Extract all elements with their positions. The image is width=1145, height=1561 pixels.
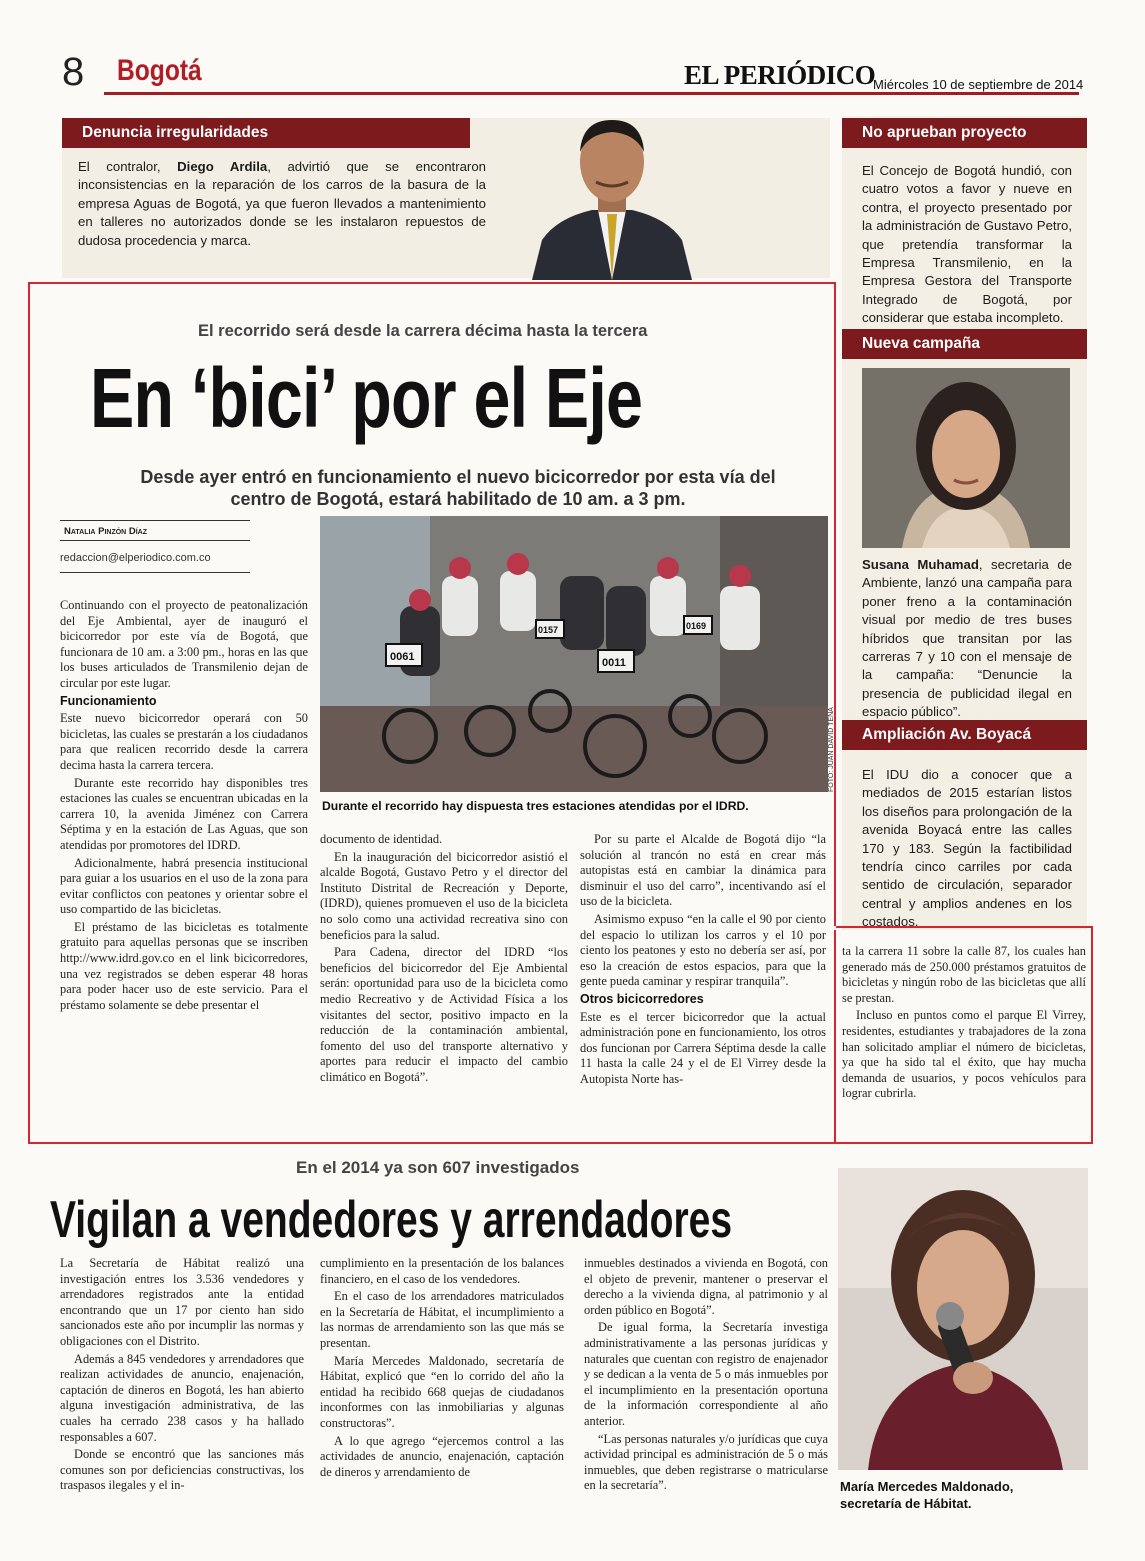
brief-denuncia-title: Denuncia irregularidades — [62, 118, 470, 148]
byline-rule-top — [60, 520, 250, 521]
sidebar-text-boyaca: El IDU dio a conocer que a mediados de 2015 estarían listos los diseños para prolongación de la avenida Boyacá entre las calles 170 y 183. Según la factibilidad tendría cinco carriles por cada sentido de circulación, separador central y amplios andenes en los costados. — [862, 767, 1072, 930]
paragraph: A lo que agrego “ejercemos control a las actividades de anuncio, enajenación, captación de dineros y arrendamiento de — [320, 1433, 564, 1479]
second-column-3 — [584, 1256, 828, 1496]
caption-role: secretaría de Hábitat. — [840, 1496, 972, 1511]
byline-email: redaccion@elperiodico.com.co — [60, 552, 211, 564]
article-column-2 — [320, 832, 568, 1088]
portrait-diego-ardila — [512, 110, 712, 280]
paragraph: Este es el tercer bicicorredor que la actual administración pone en funcionamiento, los otros dos funcionan por Carrera Séptima desde la calle 11 hasta la calle 24 y el de El Virrey desde la Autopista Norte has- — [580, 1009, 826, 1086]
caption-name: María Mercedes Maldonado, — [840, 1479, 1014, 1494]
paragraph: La Secretaría de Hábitat realizó una investigación entres los 3.536 vendedores y arrendadores registrados ante la entidad encontrando que un 17 por ciento han sido sancionados este año por incumplir las normas y obligaciones con el Distrito. — [60, 1256, 304, 1348]
paragraph: Por su parte el Alcalde de Bogotá dijo “la solución al trancón no está en crear más autopistas está en cambiar la dinámica para disminuir el uso del carro”, incentivando así el uso de la bicicleta. — [580, 832, 826, 909]
sidebar-name-campana: Susana Muhamad — [862, 557, 979, 572]
paragraph: De igual forma, la Secretaría investiga administrativamente a las personas jurídicas y naturales que cuentan con registro de enajenador y se dedican a la venta de 5 o más inmuebles por el incumplimiento en la presentación oportuna de la información correspondiente al año anterior. — [584, 1320, 828, 1428]
article-column-3 — [580, 832, 826, 1090]
sidebar-text-proyecto: El Concejo de Bogotá hundió, con cuatro votos a favor y nueve en contra, el proyecto presentado por la administración de Gustavo Petro, que pretendía transformar la Empresa Transmilenio, en la Empresa Gestora del Transporte Integrado de Bogotá, por considerar que estaba incompleto. — [862, 163, 1072, 326]
photo-credit: FOTO: JUAN DAVID TENA — [828, 707, 835, 792]
paragraph: Este nuevo bicicorredor operará con 50 bicicletas, las cuales se prestarán a los ciudadanos para que realicen recorrido desde la carrera decima hasta la carrera tercera. — [60, 711, 308, 772]
bike-number: 0157 — [538, 625, 559, 635]
paragraph: Adicionalmente, habrá presencia institucional para guiar a los usuarios en el uso de la zona para evitar conflictos con peatones y orientar sobre el uso compartido de las bicicletas. — [60, 855, 308, 917]
portrait-maria-mercedes-maldonado — [838, 1168, 1088, 1470]
article-photo-cyclists — [320, 516, 828, 792]
second-column-2 — [320, 1256, 564, 1482]
paragraph: Para Cadena, director del IDRD “los beneficios del bicicorredor del Eje Ambiental serán: oportunidad para uso de la bicicleta como medio Recreativo y de Actividad Física a los visitantes del sector, positivo impacto en la reducción de la contaminación ambiental, fomento del uso del transporte alternativo y aportes para reducir el impacto del cambio climático en Bogotá”. — [320, 945, 568, 1084]
byline-rule-bottom — [60, 540, 250, 541]
paragraph: cumplimiento en la presentación de los balances financiero, en el caso de los vendedores. — [320, 1256, 564, 1286]
article-headline: En ‘bici’ por el Eje — [90, 351, 643, 445]
sidebar-text-campana — [862, 556, 1072, 722]
masthead: EL PERIÓDICO — [684, 60, 876, 90]
brief-text-post: , advirtió que se encontraron inconsistencias en la reparación de los carros de la basura de la empresa Aguas de Bogotá, ya que fueron llevados a mantenimiento en talleres no autorizados donde se les instalaron repuestos de dudosa procedencia y marca. — [78, 159, 486, 248]
photo-caption: Durante el recorrido hay dispuesta tres estaciones atendidas por el IDRD. — [322, 799, 749, 813]
paragraph: Asimismo expuso “en la calle el 90 por ciento del espacio lo utilizan los carros y el 10 por ciento los peatones y esto no debería ser así, por eso la creación de estos espacios, para que la gente pueda caminar y respirar tranquila”. — [580, 911, 826, 989]
brief-text-pre: El contralor, — [78, 159, 178, 174]
paragraph: En el caso de los arrendadores matriculados en la Secretaría de Hábitat, el incumplimiento a las normas de arrendamiento son las que más se presentan. — [320, 1289, 564, 1350]
paragraph: En la inauguración del bicicorredor asistió el alcalde Bogotá, Gustavo Petro y el director del Instituto Distrital de Recreación y Deporte, (IDRD), quienes promueven el uso de la bicicleta no solo como una actividad recreativa sino con beneficios para la salud. — [320, 849, 568, 942]
bike-number: 0061 — [390, 651, 415, 663]
second-column-1 — [60, 1256, 304, 1496]
page-number: 8 — [62, 50, 85, 94]
brief-denuncia-text — [78, 158, 486, 250]
sidebar-title-proyecto: No aprueban proyecto — [842, 118, 1087, 148]
article-kicker: El recorrido será desde la carrera décima hasta la tercera — [198, 322, 648, 340]
byline-rule-email — [60, 572, 250, 573]
article-column-4 — [842, 944, 1086, 1104]
paragraph: inmuebles destinados a vivienda en Bogotá, con el objeto de prevenir, mantener o preservar el derecho a la vivienda digna, al patrimonio y al orden público en Bogotá”. — [584, 1256, 828, 1317]
paragraph: María Mercedes Maldonado, secretaría de Hábitat, explicó que “en lo corrido del año la entidad ha recibido 668 quejas de ciudadanos inconformes con las inmobiliarias y algunas constructoras”. — [320, 1353, 564, 1430]
portrait-susana-muhamad — [862, 368, 1070, 548]
subhead-funcionamiento: Funcionamiento — [60, 693, 157, 708]
bike-number: 0011 — [602, 657, 626, 669]
sidebar-title-boyaca: Ampliación Av. Boyacá — [842, 720, 1087, 750]
frame-join — [834, 926, 836, 930]
subhead-otros: Otros bicicorredores — [580, 991, 704, 1006]
second-headline: Vigilan a vendedores y arrendadores — [50, 1191, 733, 1249]
paragraph: documento de identidad. — [320, 832, 443, 846]
byline-author: Natalia Pinzón Díaz — [64, 526, 148, 537]
paragraph: Donde se encontró que las sanciones más comunes son por deficiencias constructivas, los traspasos ilegales y el in- — [60, 1447, 304, 1493]
publication-date: Miércoles 10 de septiembre de 2014 — [873, 77, 1084, 92]
article-column-1 — [60, 598, 308, 1015]
paragraph: Además a 845 vendedores y arrendadores que realizan actividades de anuncio, enajenación, captación de dineros en Bogotá, les han abierto alguna investigación administrativa, de las cuales ha cerrado 238 casos y ha hallado responsables a 607. — [60, 1351, 304, 1444]
header-rule — [104, 92, 1079, 95]
sidebar-title-campana: Nueva campaña — [842, 329, 1087, 359]
paragraph: Continuando con el proyecto de peatonalización del Eje Ambiental, ayer de inauguró el bicicorredor por este vía de Bogotá, que funcionara de 10 am. a 3:00 pm., horas en las que los buses articulados de Transmilenio dejan de circular por este lugar. — [60, 598, 308, 690]
second-kicker: En el 2014 ya son 607 investigados — [296, 1158, 580, 1177]
article-deck: Desde ayer entró en funcionamiento el nuevo bicicorredor por esta vía del centro de Bogotá, estará habilitado de 10 am. a 3 pm. — [140, 467, 776, 509]
paragraph: ta la carrera 11 sobre la calle 87, los cuales han generado más de 250.000 préstamos gratuitos de bicicletas y ningún robo de las bicicletas que allí se prestan. — [842, 944, 1086, 1005]
bike-number: 0169 — [686, 621, 707, 631]
section-title: Bogotá — [117, 54, 202, 87]
second-caption — [840, 1478, 1013, 1512]
paragraph: Durante este recorrido hay disponibles tres estaciones las cuales se encuentran ubicadas en la carrera 10, la avenida Jiménez con Carrera Séptima y en la estación de Las Aguas, que son atendidas por promotores del IDRD. — [60, 775, 308, 852]
brief-name: Diego Ardila — [177, 159, 268, 174]
sidebar-body-campana: , secretaria de Ambiente, lanzó una campaña para poner freno a la contaminación visual por medio de tres buses híbridos que transitan por las carreras 7 y 10 con el mensaje de la campaña: “Denuncie la presencia de publicidad ilegal en espacio público”. — [862, 557, 1072, 720]
paragraph: Incluso en puntos como el parque El Virrey, residentes, estudiantes y trabajadores de la zona han solicitado ampliar el número de bicicletas, ya que ha sido tal el éxito, que hay mucha demanda de usuarios, y pocos vehículos para lograr cubrirla. — [842, 1008, 1086, 1101]
paragraph: “Las personas naturales y/o jurídicas que cuya actividad principal es administración de 5 o más inmuebles, que deben registrarse o matricularse en la secretaría”. — [584, 1431, 828, 1493]
paragraph: El préstamo de las bicicletas es totalmente gratuito para aquellas personas que se inscriben http://www.idrd.gov.co en el link bicicorredores, una vez registrados se deben esperar 48 horas para poder hacer uso de este servicio. Para el préstamo solamente se debe presentar el — [60, 919, 308, 1012]
